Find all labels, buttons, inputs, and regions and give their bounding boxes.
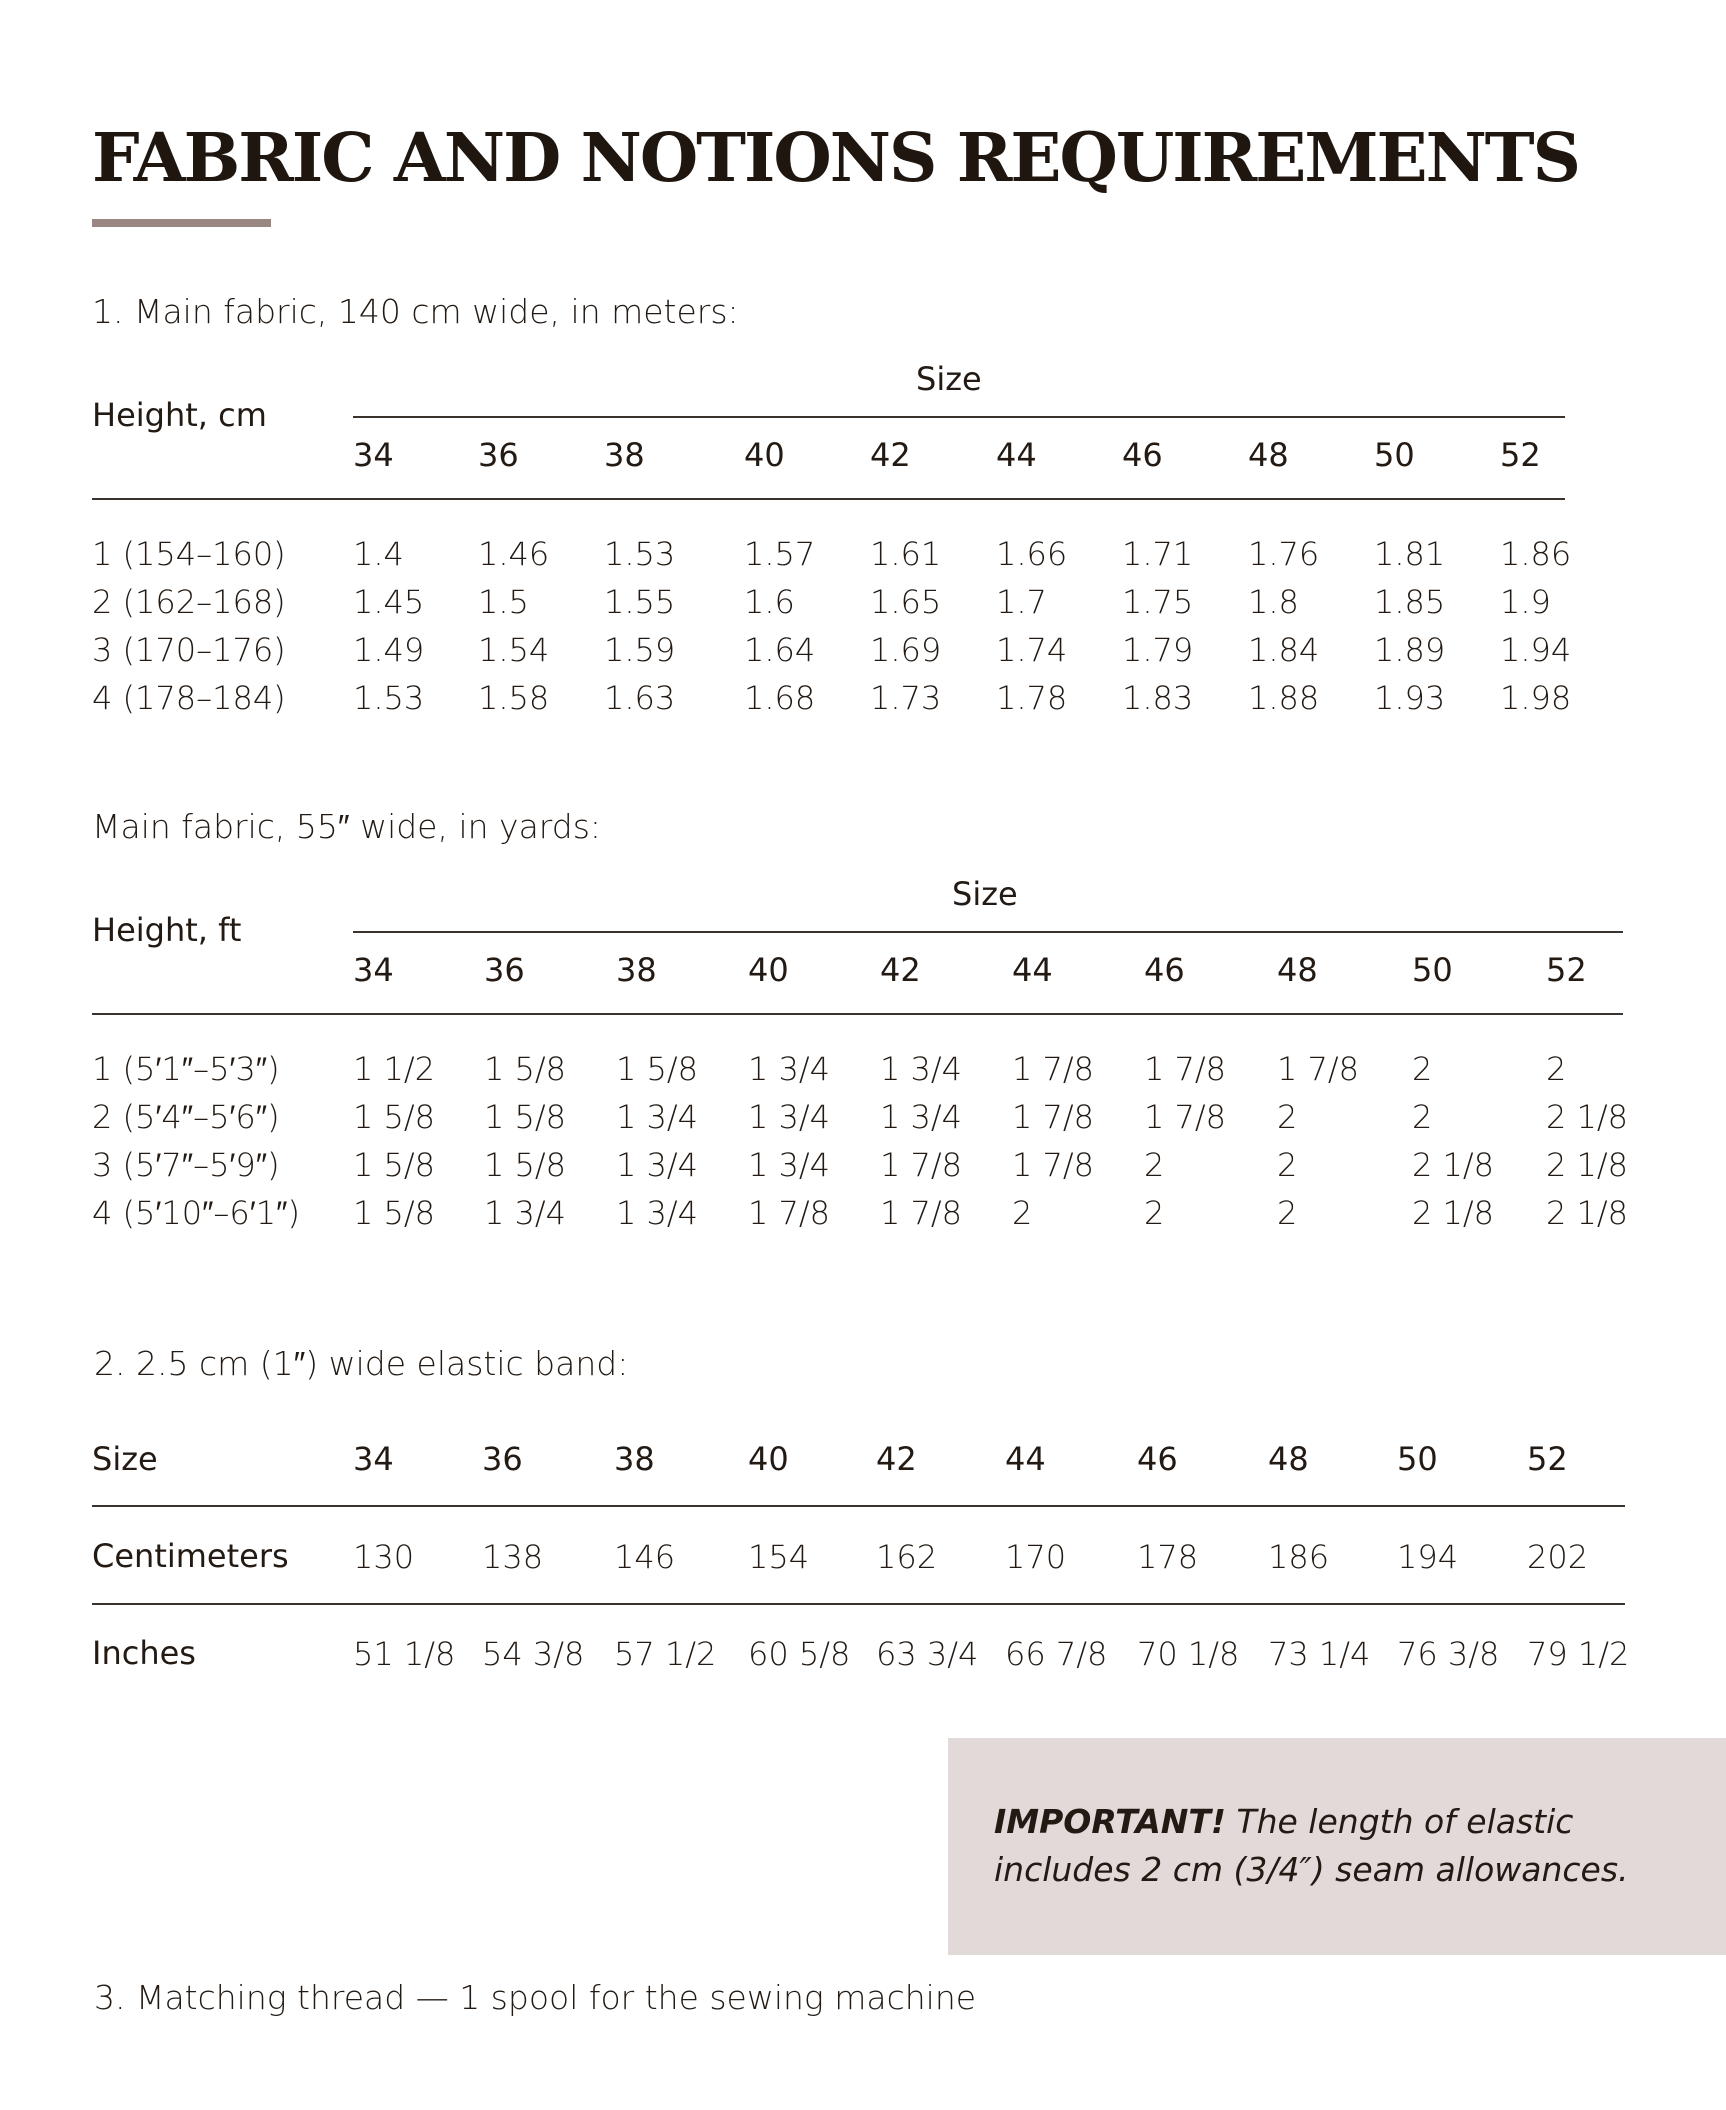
table-cell: 2 bbox=[1144, 1146, 1165, 1184]
inches-cell: 76 3/8 bbox=[1397, 1635, 1500, 1673]
inches-cell: 63 3/4 bbox=[876, 1635, 979, 1673]
table-cell: 1 7/8 bbox=[1277, 1050, 1360, 1088]
table-cell: 1.57 bbox=[744, 535, 816, 573]
height-label: 4 (5′10″–6′1″) bbox=[92, 1194, 300, 1232]
centimeters-cell: 178 bbox=[1137, 1538, 1199, 1576]
size-column-header: 44 bbox=[1012, 951, 1053, 989]
table-cell: 2 bbox=[1277, 1146, 1298, 1184]
size-column-header: 36 bbox=[484, 951, 525, 989]
table-cell: 1.98 bbox=[1500, 679, 1572, 717]
centimeters-cell: 162 bbox=[876, 1538, 938, 1576]
table-cell: 1.8 bbox=[1248, 583, 1299, 621]
table-cell: 1.7 bbox=[996, 583, 1047, 621]
height-label: 2 (162–168) bbox=[92, 583, 286, 621]
elastic-size-header: 42 bbox=[876, 1440, 917, 1478]
centimeters-cell: 130 bbox=[353, 1538, 415, 1576]
elastic-size-header: 40 bbox=[748, 1440, 789, 1478]
table-cell: 1.65 bbox=[870, 583, 942, 621]
table-cell: 1.58 bbox=[478, 679, 550, 717]
table-cell: 1.64 bbox=[744, 631, 816, 669]
table-cell: 1.9 bbox=[1500, 583, 1551, 621]
inches-cell: 70 1/8 bbox=[1137, 1635, 1240, 1673]
table-cell: 1 5/8 bbox=[353, 1146, 436, 1184]
centimeters-cell: 146 bbox=[614, 1538, 676, 1576]
elastic-size-header: 52 bbox=[1527, 1440, 1568, 1478]
table-cell: 1.55 bbox=[604, 583, 676, 621]
elastic-size-header: 46 bbox=[1137, 1440, 1178, 1478]
table-cell: 1.76 bbox=[1248, 535, 1320, 573]
size-header-rule bbox=[353, 416, 1565, 418]
table-cell: 1.73 bbox=[870, 679, 942, 717]
table-cell: 1.53 bbox=[353, 679, 425, 717]
inches-cell: 60 5/8 bbox=[748, 1635, 851, 1673]
elastic-size-header: 48 bbox=[1268, 1440, 1309, 1478]
inches-cell: 79 1/2 bbox=[1527, 1635, 1630, 1673]
size-column-header: 36 bbox=[478, 436, 519, 474]
table-cell: 1 3/4 bbox=[748, 1098, 831, 1136]
table-cell: 1 3/4 bbox=[616, 1146, 699, 1184]
centimeters-cell: 194 bbox=[1397, 1538, 1459, 1576]
table-cell: 2 bbox=[1012, 1194, 1033, 1232]
table-cell: 1.6 bbox=[744, 583, 795, 621]
table-cell: 1 5/8 bbox=[353, 1194, 436, 1232]
table-cell: 2 1/8 bbox=[1546, 1194, 1629, 1232]
size-column-header: 44 bbox=[996, 436, 1037, 474]
yards-section-label: Main fabric, 55″ wide, in yards: bbox=[92, 807, 602, 846]
table-cell: 1 5/8 bbox=[353, 1098, 436, 1136]
centimeters-cell: 186 bbox=[1268, 1538, 1330, 1576]
table-cell: 1.83 bbox=[1122, 679, 1194, 717]
table-cell: 1.5 bbox=[478, 583, 529, 621]
table-cell: 2 bbox=[1412, 1098, 1433, 1136]
thread-requirement: 3. Matching thread — 1 spool for the sewing machine bbox=[94, 1978, 977, 2017]
elastic-size-header: 38 bbox=[614, 1440, 655, 1478]
table-cell: 2 1/8 bbox=[1412, 1146, 1495, 1184]
height-label: 2 (5′4″–5′6″) bbox=[92, 1098, 280, 1136]
table-cell: 2 bbox=[1144, 1194, 1165, 1232]
size-header: Size bbox=[916, 360, 982, 398]
elastic-size-header: 34 bbox=[353, 1440, 394, 1478]
table-cell: 1.79 bbox=[1122, 631, 1194, 669]
table-cell: 1.63 bbox=[604, 679, 676, 717]
size-column-header: 34 bbox=[353, 436, 394, 474]
centimeters-cell: 170 bbox=[1005, 1538, 1067, 1576]
important-note-text bbox=[994, 1798, 1634, 1894]
height-label: 1 (154–160) bbox=[92, 535, 286, 573]
table-cell: 1.84 bbox=[1248, 631, 1320, 669]
table-cell: 2 bbox=[1277, 1098, 1298, 1136]
size-header-rule bbox=[353, 931, 1623, 933]
inches-cell: 54 3/8 bbox=[482, 1635, 585, 1673]
table-cell: 1.59 bbox=[604, 631, 676, 669]
elastic-rule-2 bbox=[92, 1603, 1625, 1605]
important-label: IMPORTANT! bbox=[994, 1802, 1226, 1841]
size-column-header: 34 bbox=[353, 951, 394, 989]
table-cell: 1 3/4 bbox=[748, 1146, 831, 1184]
table-cell: 2 bbox=[1277, 1194, 1298, 1232]
table-cell: 1 7/8 bbox=[1012, 1098, 1095, 1136]
size-column-header: 46 bbox=[1144, 951, 1185, 989]
size-column-header: 42 bbox=[870, 436, 911, 474]
table-cell: 1.86 bbox=[1500, 535, 1572, 573]
inches-cell: 66 7/8 bbox=[1005, 1635, 1108, 1673]
title-underline bbox=[92, 219, 271, 227]
centimeters-cell: 202 bbox=[1527, 1538, 1589, 1576]
table-cell: 2 bbox=[1412, 1050, 1433, 1088]
table-cell: 1.85 bbox=[1374, 583, 1446, 621]
table-cell: 1 3/4 bbox=[616, 1098, 699, 1136]
table-cell: 1 7/8 bbox=[880, 1146, 963, 1184]
table-cell: 1.75 bbox=[1122, 583, 1194, 621]
centimeters-cell: 154 bbox=[748, 1538, 810, 1576]
table-cell: 1 3/4 bbox=[484, 1194, 567, 1232]
important-note bbox=[948, 1738, 1726, 1955]
table-cell: 1 7/8 bbox=[1012, 1050, 1095, 1088]
table-cell: 1.71 bbox=[1122, 535, 1194, 573]
table-cell: 1 3/4 bbox=[616, 1194, 699, 1232]
elastic-size-header: 50 bbox=[1397, 1440, 1438, 1478]
table-cell: 1.66 bbox=[996, 535, 1068, 573]
size-header: Size bbox=[952, 875, 1018, 913]
inches-cell: 51 1/8 bbox=[353, 1635, 456, 1673]
table-cell: 2 1/8 bbox=[1546, 1146, 1629, 1184]
table-cell: 1.68 bbox=[744, 679, 816, 717]
header-bottom-rule bbox=[92, 498, 1565, 500]
centimeters-cell: 138 bbox=[482, 1538, 544, 1576]
table-cell: 1 7/8 bbox=[1144, 1050, 1227, 1088]
table-cell: 1 3/4 bbox=[880, 1098, 963, 1136]
table-cell: 1 3/4 bbox=[748, 1050, 831, 1088]
size-column-header: 52 bbox=[1500, 436, 1541, 474]
size-column-header: 46 bbox=[1122, 436, 1163, 474]
row-header: Height, cm bbox=[92, 396, 267, 434]
centimeters-label: Centimeters bbox=[92, 1537, 289, 1575]
elastic-rule-1 bbox=[92, 1505, 1625, 1507]
table-cell: 1.93 bbox=[1374, 679, 1446, 717]
size-column-header: 40 bbox=[748, 951, 789, 989]
table-cell: 1.4 bbox=[353, 535, 404, 573]
table-cell: 1.69 bbox=[870, 631, 942, 669]
inches-cell: 57 1/2 bbox=[614, 1635, 717, 1673]
table-cell: 1.74 bbox=[996, 631, 1068, 669]
size-column-header: 48 bbox=[1277, 951, 1318, 989]
table-cell: 1 7/8 bbox=[1012, 1146, 1095, 1184]
table-cell: 1.81 bbox=[1374, 535, 1446, 573]
table-cell: 1 1/2 bbox=[353, 1050, 436, 1088]
height-label: 4 (178–184) bbox=[92, 679, 286, 717]
table-cell: 1 7/8 bbox=[1144, 1098, 1227, 1136]
table-cell: 1 7/8 bbox=[748, 1194, 831, 1232]
table-cell: 1.49 bbox=[353, 631, 425, 669]
size-column-header: 50 bbox=[1374, 436, 1415, 474]
meters-section-label: 1. Main fabric, 140 cm wide, in meters: bbox=[92, 292, 739, 331]
elastic-section-label: 2. 2.5 cm (1″) wide elastic band: bbox=[94, 1344, 629, 1383]
size-column-header: 50 bbox=[1412, 951, 1453, 989]
header-bottom-rule bbox=[92, 1013, 1623, 1015]
size-column-header: 52 bbox=[1546, 951, 1587, 989]
table-cell: 1 7/8 bbox=[880, 1194, 963, 1232]
size-column-header: 38 bbox=[604, 436, 645, 474]
table-cell: 1.45 bbox=[353, 583, 425, 621]
elastic-size-header: 44 bbox=[1005, 1440, 1046, 1478]
table-cell: 1.89 bbox=[1374, 631, 1446, 669]
height-label: 1 (5′1″–5′3″) bbox=[92, 1050, 280, 1088]
size-column-header: 40 bbox=[744, 436, 785, 474]
table-cell: 1.46 bbox=[478, 535, 550, 573]
elastic-size-label: Size bbox=[92, 1440, 158, 1478]
table-cell: 1 5/8 bbox=[616, 1050, 699, 1088]
height-label: 3 (5′7″–5′9″) bbox=[92, 1146, 280, 1184]
table-cell: 1.78 bbox=[996, 679, 1068, 717]
table-cell: 1.54 bbox=[478, 631, 550, 669]
row-header: Height, ft bbox=[92, 911, 242, 949]
table-cell: 2 1/8 bbox=[1412, 1194, 1495, 1232]
important-message: The length of elastic includes 2 cm (3/4″) seam allowances. bbox=[994, 1802, 1629, 1889]
table-cell: 2 1/8 bbox=[1546, 1098, 1629, 1136]
page-title: FABRIC AND NOTIONS REQUIREMENTS bbox=[92, 118, 1580, 197]
table-cell: 1 5/8 bbox=[484, 1098, 567, 1136]
table-cell: 1 5/8 bbox=[484, 1146, 567, 1184]
elastic-size-header: 36 bbox=[482, 1440, 523, 1478]
inches-label: Inches bbox=[92, 1634, 196, 1672]
table-cell: 2 bbox=[1546, 1050, 1567, 1088]
table-cell: 1 3/4 bbox=[880, 1050, 963, 1088]
table-cell: 1.94 bbox=[1500, 631, 1572, 669]
table-cell: 1 5/8 bbox=[484, 1050, 567, 1088]
size-column-header: 38 bbox=[616, 951, 657, 989]
size-column-header: 48 bbox=[1248, 436, 1289, 474]
size-column-header: 42 bbox=[880, 951, 921, 989]
table-cell: 1.61 bbox=[870, 535, 942, 573]
inches-cell: 73 1/4 bbox=[1268, 1635, 1371, 1673]
table-cell: 1.53 bbox=[604, 535, 676, 573]
height-label: 3 (170–176) bbox=[92, 631, 286, 669]
table-cell: 1.88 bbox=[1248, 679, 1320, 717]
